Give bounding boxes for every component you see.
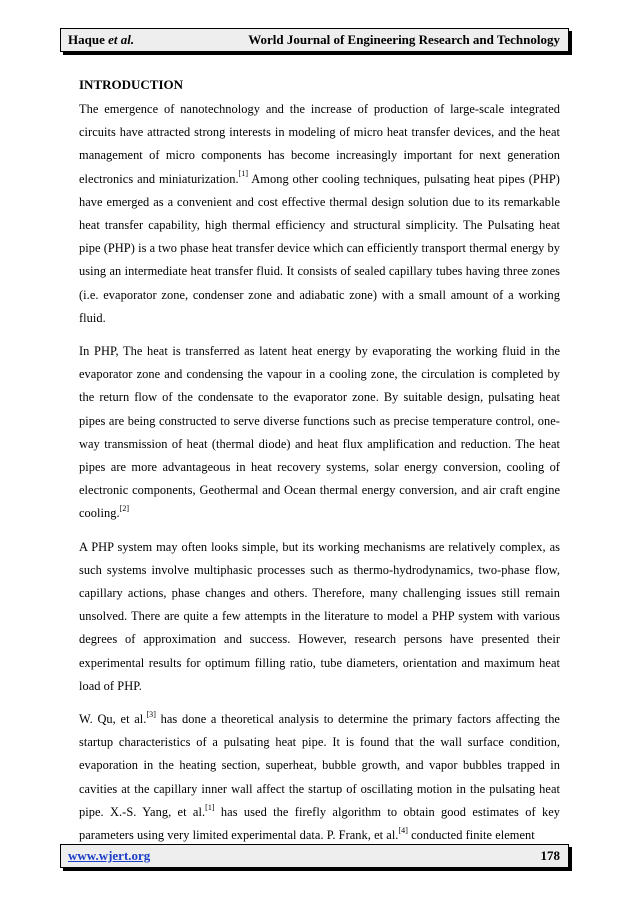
citation: [2] [119,504,130,514]
citation: [1] [238,169,249,179]
running-footer [60,844,569,868]
header-journal-title: World Journal of Engineering Research and Technology [248,32,560,47]
page-number: 178 [540,848,560,863]
paragraph-1: The emergence of nanotechnology and the increase of production of large-scale integrated circuits have attracted strong interests in modeling of micro heat transfer devices, and the heat management of micro components has become increasingly important for next generation electronics and miniaturization.[1] Among other cooling techniques, pulsating heat pipes (PHP) have emerged as a convenient and cost effective thermal design solution due to its remarkable heat transfer capability, high thermal efficiency and structural simplicity. The Pulsating heat pipe (PHP) is a two phase heat transfer device which can efficiently transport thermal energy by using an intermediate heat transfer fluid. It consists of sealed capillary tubes having three zones (i.e. evaporator zone, condenser zone and adiabatic zone) with a small amount of a working fluid. [79,102,560,325]
citation: [1] [205,802,215,812]
header-author: Haque et al. [68,32,135,47]
running-header [60,28,569,52]
section-heading: INTRODUCTION [79,77,184,92]
article-body [79,76,560,857]
footer-url-link[interactable]: www.wjert.org [68,848,151,863]
header-author-suffix: et al. [108,32,135,47]
paragraph-2: In PHP, The heat is transferred as latent heat energy by evaporating the working fluid in the evaporator zone and condensing the vapour in a cooling zone, the circulation is completed by the return flow of the condensate to the evaporator zone. By suitable design, pulsating heat pipes are being constructed to serve diverse functions such as precise temperature control, one- way transmission of heat (thermal diode) and heat flux amplification and reduction. The heat pipes are more advantageous in heat recovery systems, solar energy conversion, cooling of electronic components, Geothermal and Ocean thermal energy conversion, and air craft engine cooling.[2] [79,344,560,521]
paragraph-4: W. Qu, et al.[3] has done a theoretical analysis to determine the primary factors affecting the startup characteristics of a pulsating heat pipe. It is found that the wall surface condition, evaporation in the heating section, superheat, bubble growth, and vapor bubbles trapped in cavities at the capillary inner wall affect the startup of oscillating motion in the pulsating heat pipe. X.-S. Yang, et al.[1] has used the firefly algorithm to obtain good estimates of key parameters using very limited experimental data. P. Frank, et al.[4] conducted finite element [79,709,561,843]
paragraph-3: A PHP system may often looks simple, but its working mechanisms are relatively complex, as such systems involve multiphasic processes such as thermo-hydrodynamics, two-phase flow, capillary actions, phase changes and others. Therefore, many challenging issues still remain unsolved. There are quite a few attempts in the literature to model a PHP system with various degrees of approximation and success. However, research persons have presented their experimental results for optimum filling ratio, tube diameters, orientation and maximum heat load of PHP. [79,539,560,693]
citation: [3] [146,709,156,719]
citation: [4] [398,825,408,835]
